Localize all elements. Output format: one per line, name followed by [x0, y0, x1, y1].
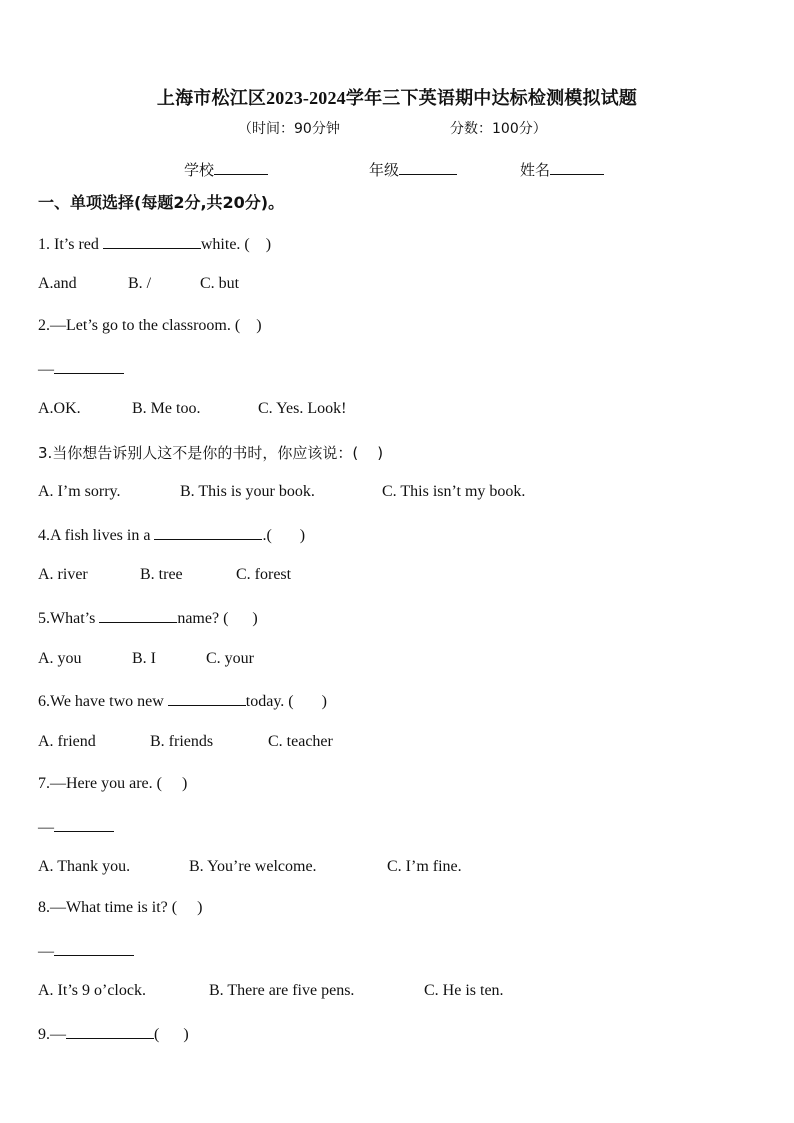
question-text: 9.— [38, 1026, 66, 1043]
answer-blank [54, 817, 114, 832]
option-b: B. This is your book. [180, 483, 315, 500]
option-c: C. but [200, 275, 240, 292]
option-a: A.and [38, 275, 77, 292]
school-label: 学校 [184, 161, 215, 179]
options-6 [38, 733, 333, 751]
section-heading: 一、单项选择(每题2分,共20分)。 [38, 193, 285, 212]
option-b: B. There are five pens. [209, 982, 355, 999]
question-text: today. ( ) [245, 693, 327, 710]
options-1 [38, 275, 239, 293]
options-8 [38, 982, 504, 1000]
answer-blank [54, 941, 134, 956]
grade-label: 年级 [369, 161, 400, 179]
question-text: 1. It’s red [38, 236, 103, 253]
question-text: 5.What’s [38, 610, 100, 627]
option-b: B. tree [140, 566, 183, 583]
question-7: 7.—Here you are. ( ) [38, 775, 188, 792]
option-c: C. Yes. Look! [258, 400, 347, 417]
answer-blank [168, 691, 246, 706]
reply-8 [38, 941, 134, 961]
option-b: B. / [128, 275, 152, 292]
dash: — [38, 361, 54, 378]
option-b: B. You’re welcome. [189, 858, 317, 875]
question-6 [38, 691, 327, 711]
reply-2 [38, 359, 124, 379]
option-c: C. I’m fine. [387, 858, 462, 875]
name-label: 姓名 [520, 161, 551, 179]
option-b: B. friends [150, 733, 214, 750]
name-field [520, 159, 604, 180]
options-7 [38, 858, 462, 876]
name-blank [550, 160, 604, 175]
answer-blank [103, 234, 201, 249]
options-5 [38, 650, 254, 668]
options-2 [38, 400, 346, 418]
grade-blank [399, 160, 457, 175]
page-title: 上海市松江区2023-2024学年三下英语期中达标检测模拟试题 [156, 88, 638, 108]
option-a: A.OK. [38, 400, 81, 417]
option-a: A. Thank you. [38, 858, 131, 875]
question-1 [38, 234, 271, 254]
answer-blank [154, 525, 262, 540]
question-text: white. ( ) [200, 236, 272, 253]
question-text: ( ) [154, 1026, 189, 1043]
question-2: 2.—Let’s go to the classroom. ( ) [38, 317, 262, 334]
option-a: A. you [38, 650, 82, 667]
exam-time: （时间：90分钟 [238, 121, 340, 137]
option-c: C. He is ten. [424, 982, 504, 999]
question-text: 4.A fish lives in a [38, 527, 155, 544]
question-5 [38, 608, 258, 628]
option-a: A. river [38, 566, 88, 583]
answer-blank [66, 1024, 154, 1039]
question-text: name? ( ) [177, 610, 258, 627]
reply-7 [38, 817, 114, 837]
dash: — [38, 819, 54, 836]
answer-blank [54, 359, 124, 374]
dash: — [38, 943, 54, 960]
option-c: C. This isn’t my book. [382, 483, 526, 500]
option-c: C. teacher [268, 733, 333, 750]
question-text: 6.We have two new [38, 693, 168, 710]
question-text: .( ) [262, 527, 306, 544]
option-c: C. forest [236, 566, 292, 583]
question-8: 8.—What time is it? ( ) [38, 899, 203, 916]
option-b: B. I [132, 650, 156, 667]
exam-score: 分数：100分） [450, 121, 547, 137]
question-4 [38, 525, 305, 545]
option-a: A. friend [38, 733, 96, 750]
answer-blank [99, 608, 177, 623]
question-3: 3.当你想告诉别人这不是你的书时，你应该说：( ) [38, 444, 384, 462]
question-9 [38, 1024, 189, 1044]
options-4 [38, 566, 291, 584]
option-b: B. Me too. [132, 400, 201, 417]
option-a: A. It’s 9 o’clock. [38, 982, 146, 999]
option-c: C. your [206, 650, 254, 667]
school-blank [214, 160, 268, 175]
grade-field [369, 159, 457, 180]
school-field [184, 159, 268, 180]
option-a: A. I’m sorry. [38, 483, 121, 500]
options-3 [38, 483, 525, 501]
